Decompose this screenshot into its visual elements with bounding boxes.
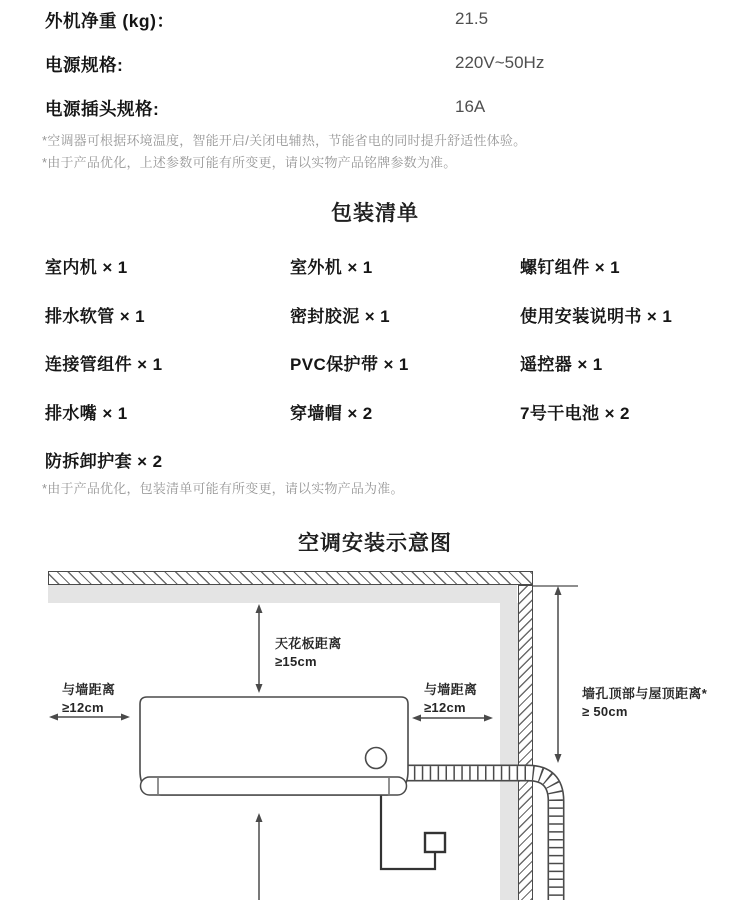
spec-label: 外机净重 (kg)： [45,11,175,31]
spec-label: 电源插头规格: [45,99,160,119]
indicator-circle [366,748,387,769]
pack-item: 密封胶泥 × 1 [290,307,391,326]
right-wall-distance-label: 与墙距离 ≥12cm [424,682,478,715]
spec-note-2: *由于产品优化，上述参数可能有所变更，请以实物产品铭牌参数为准。 [42,155,457,170]
pack-item: 7号干电池 × 2 [520,404,630,423]
spec-value: 16A [455,97,486,116]
power-cord [381,793,445,869]
left-wall-distance-label: 与墙距离 ≥12cm [62,682,116,715]
pack-item: 遥控器 × 1 [520,355,603,374]
packing-list-title: 包装清单 [331,202,419,225]
ceiling-distance-arrow [256,604,263,693]
pack-item: 防拆卸护套 × 2 [45,452,163,471]
spec-label: 电源规格: [45,55,124,75]
installation-diagram-title: 空调安装示意图 [298,532,452,555]
air-louver [141,777,407,795]
spec-value: 220V~50Hz [455,53,545,72]
spec-row-plug [45,96,705,120]
indoor-unit [140,697,408,795]
spec-note-1: *空调器可根据环境温度，智能开启/关闭电辅热，节能省电的同时提升舒适性体验。 [42,133,527,148]
spec-value: 21.5 [455,9,489,28]
roof-distance-label: 墙孔顶部与屋顶距离* ≥ 50cm [582,686,708,719]
installation-diagram [0,555,750,900]
roof-distance-arrow [555,586,562,763]
pack-item: 排水嘴 × 1 [45,404,128,423]
spec-row-net-weight [45,8,705,32]
ceiling-distance-label: 天花板距离 ≥15cm [275,636,342,669]
packing-note: *由于产品优化，包装清单可能有所变更，请以实物产品为准。 [42,481,404,496]
pack-item: 螺钉组件 × 1 [520,258,621,277]
pack-item: 穿墙帽 × 2 [290,404,373,423]
diagram-linework [0,555,750,900]
pack-item: PVC保护带 × 1 [290,355,409,374]
pack-item: 使用安装说明书 × 1 [520,307,673,326]
power-plug [425,833,445,852]
pack-item: 室外机 × 1 [290,258,373,277]
pack-item: 室内机 × 1 [45,258,128,277]
pack-item: 连接管组件 × 1 [45,355,163,374]
spec-row-power [45,52,705,76]
bottom-up-arrow [256,813,263,900]
pack-item: 排水软管 × 1 [45,307,146,326]
